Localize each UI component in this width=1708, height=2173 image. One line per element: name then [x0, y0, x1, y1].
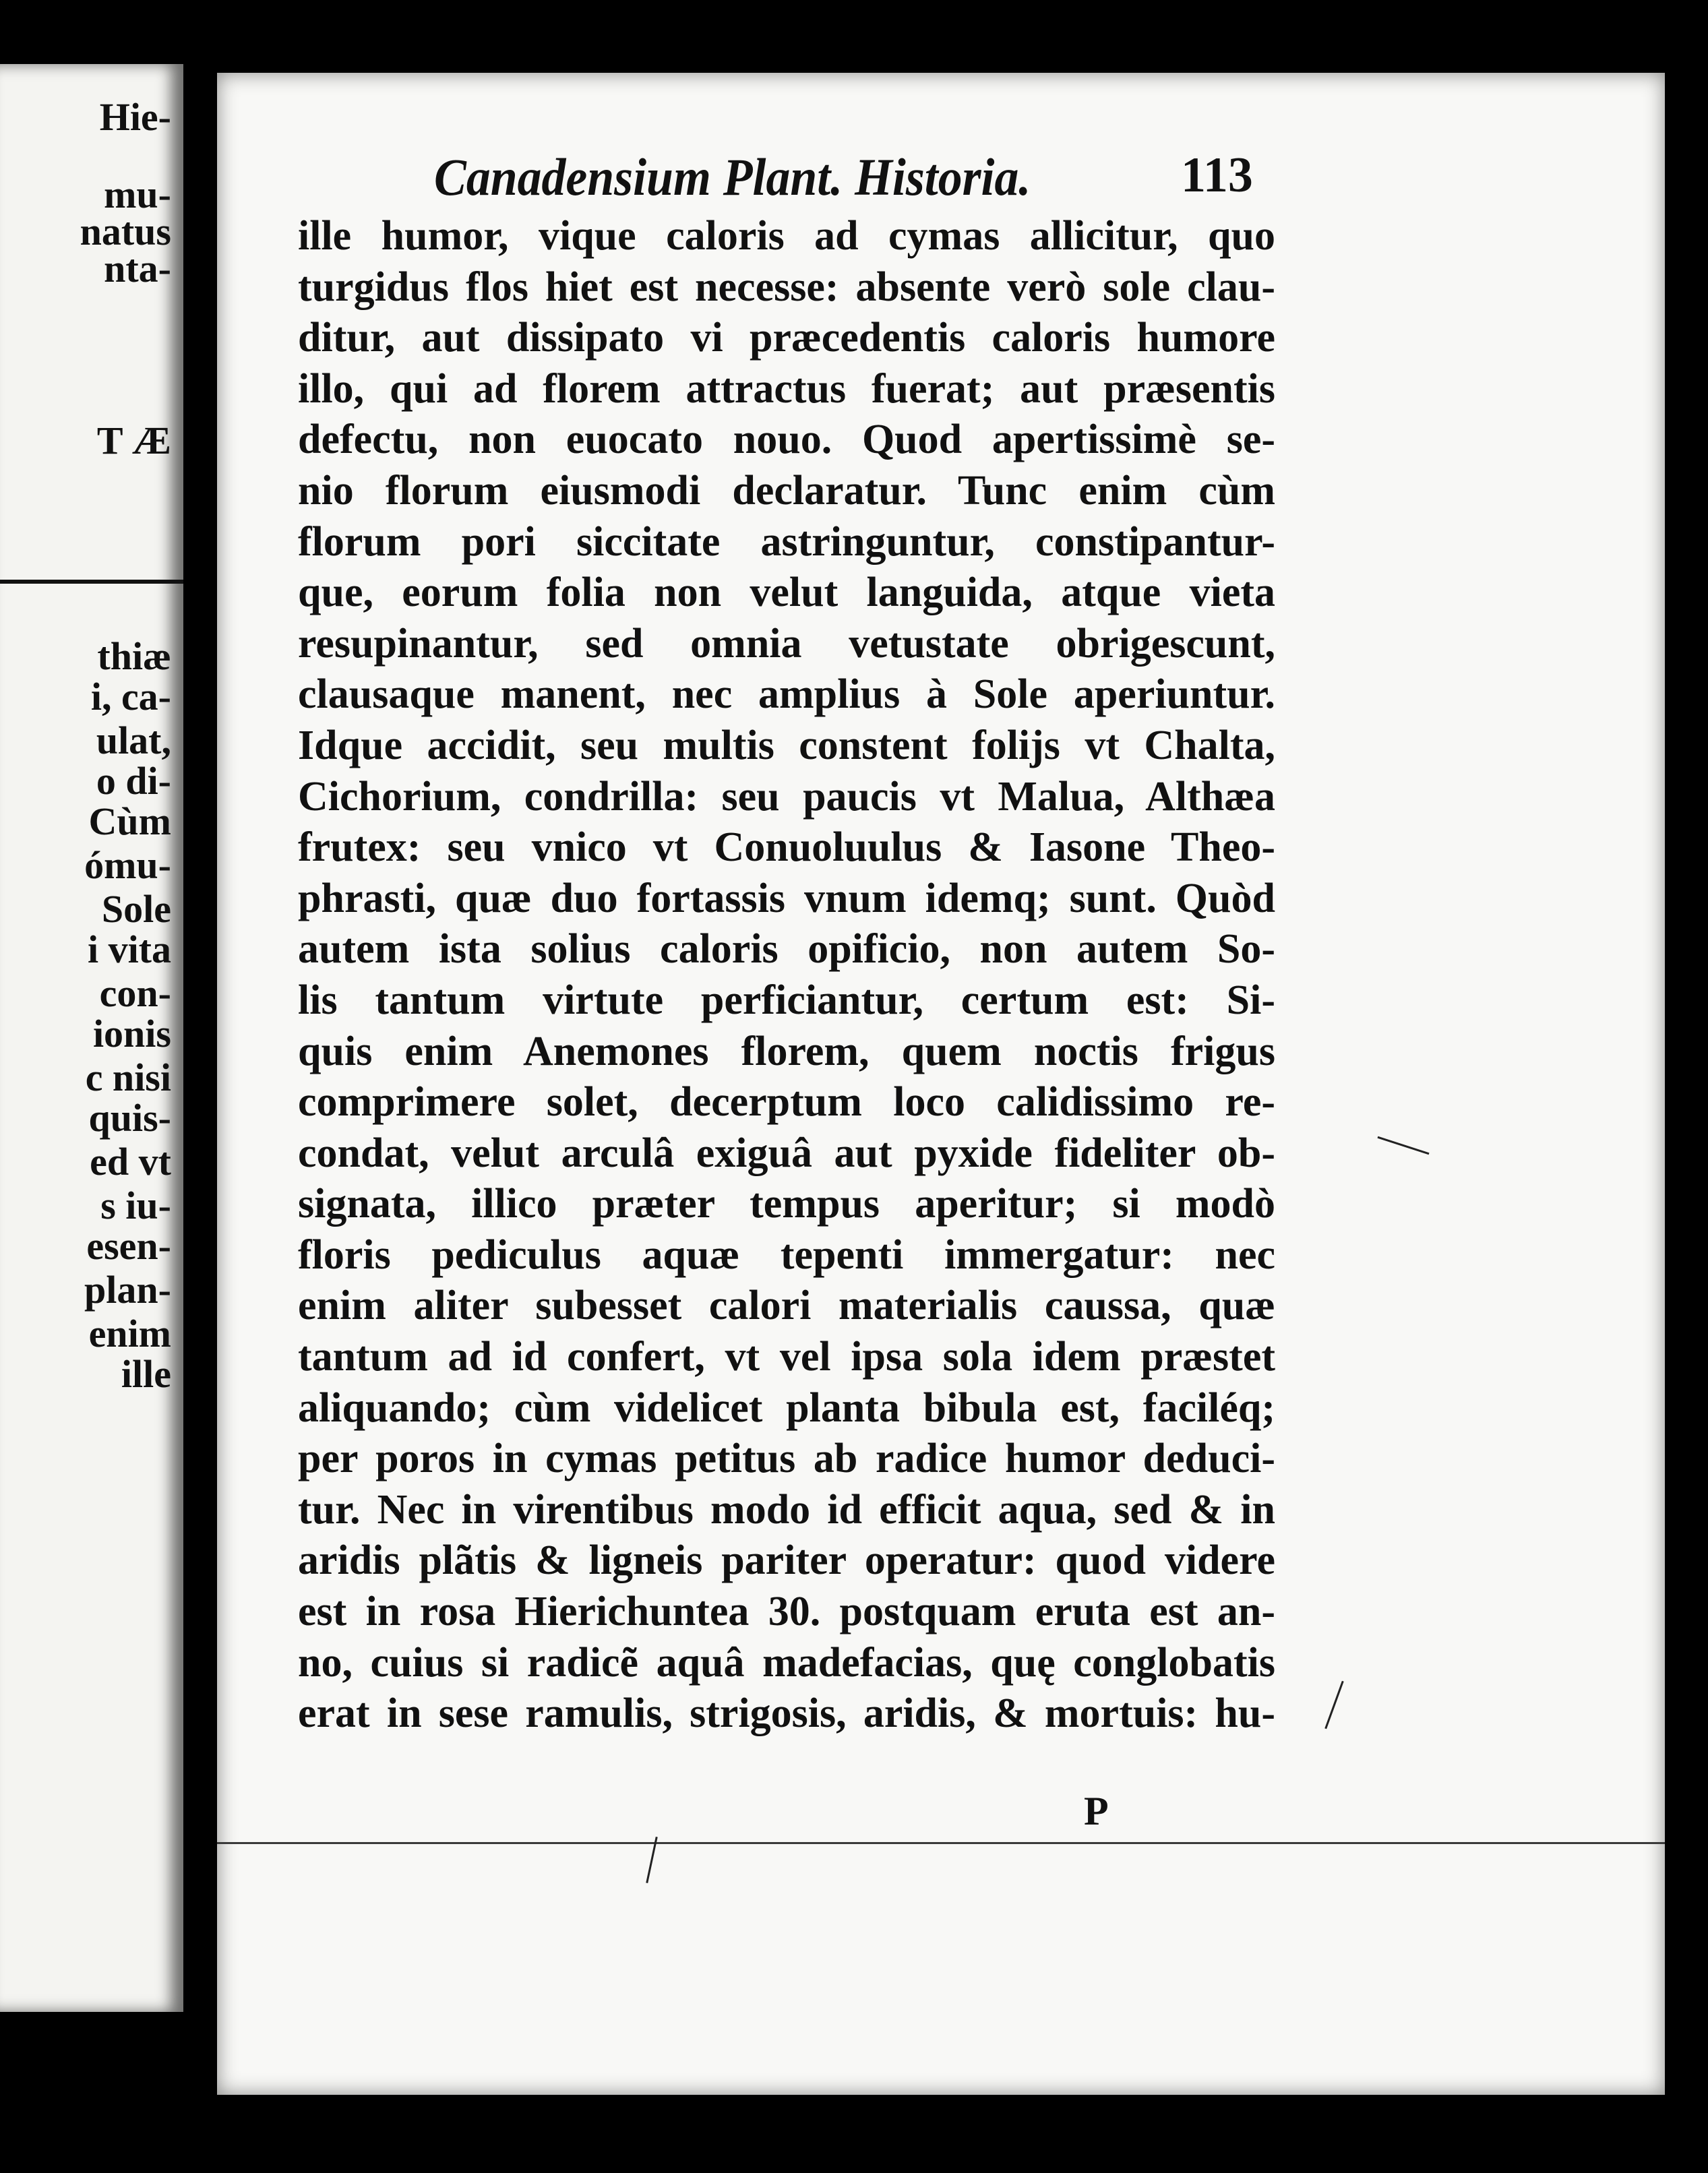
text-line: tantum ad id confert, vt vel ipsa sola idem præstet — [298, 1334, 1275, 1380]
left-page-line: natus — [80, 210, 171, 253]
left-page-line: c nisi — [85, 1055, 171, 1099]
text-line: aliquando; cùm videlicet planta bibula est, faciléq; — [298, 1384, 1275, 1431]
left-page-line: con- — [99, 971, 171, 1015]
text-line: clausaque manent, nec amplius à Sole aperiuntur. — [298, 671, 1275, 718]
text-line: nio florum eiusmodi declaratur. Tunc enim cùm — [298, 467, 1275, 514]
text-line: Idque accidit, seu multis constent folijs vt Chalta, — [298, 722, 1275, 768]
left-page-line: s iu- — [100, 1184, 171, 1227]
left-page-line: ionis — [92, 1012, 171, 1055]
scan-right-edge — [1665, 54, 1708, 2116]
left-page-line: plan- — [84, 1268, 171, 1312]
left-page-line: T Æ — [96, 419, 171, 462]
text-line: condat, velut arculâ exiguâ aut pyxide fideliter ob- — [298, 1130, 1275, 1176]
text-line: phrasti, quæ duo fortassis vnum idemq; sunt. Quòd — [298, 875, 1275, 921]
text-line: Cichorium, condrilla: seu paucis vt Malua, Althæa — [298, 773, 1275, 820]
left-page-line: Sole — [101, 887, 171, 931]
text-line: per poros in cymas petitus ab radice humor deduci- — [298, 1436, 1275, 1482]
text-line: defectu, non euocato nouo. Quod apertissimè se- — [298, 417, 1275, 463]
text-line: erat in sese ramulis, strigosis, aridis, & mortuis: hu- — [298, 1690, 1275, 1737]
left-page-line: i, ca- — [90, 675, 171, 718]
text-line: turgidus flos hiet est necesse: absente verò sole clau- — [298, 264, 1275, 310]
left-page-line: quis- — [88, 1096, 171, 1140]
left-page-line: esen- — [86, 1224, 171, 1268]
text-line: illo, qui ad florem attractus fuerat; aut præsentis — [298, 365, 1275, 412]
page-bottom-rule — [217, 1842, 1665, 1844]
left-page-line: ulat, — [96, 718, 171, 762]
left-page-line: mu- — [104, 173, 171, 216]
text-line: lis tantum virtute perficiantur, certum est: Si- — [298, 977, 1275, 1023]
left-page-line: ed vt — [90, 1140, 171, 1184]
page-number: 113 — [1181, 148, 1253, 203]
left-page-rule — [0, 580, 183, 584]
left-page-line: ómu- — [84, 843, 171, 887]
text-line: enim aliter subesset calori materialis caussa, quæ — [298, 1283, 1275, 1329]
text-line: florum pori siccitate astringuntur, constipantur- — [298, 518, 1275, 565]
scan-scratch — [1324, 1681, 1343, 1730]
left-page-line: i vita — [87, 927, 171, 971]
text-line: autem ista solius caloris opificio, non autem So- — [298, 926, 1275, 973]
text-line: quis enim Anemones florem, quem noctis frigus — [298, 1028, 1275, 1074]
text-line: frutex: seu vnico vt Conuoluulus & Iasone Theo- — [298, 824, 1275, 871]
left-page-line: Cùm — [88, 799, 171, 843]
signature-mark: P — [1084, 1789, 1109, 1833]
running-title: Canadensium Plant. Historia. — [434, 148, 1031, 206]
left-facing-page — [0, 64, 183, 2012]
left-page-line: nta- — [104, 247, 171, 290]
left-page-line: enim — [88, 1312, 171, 1355]
text-line: comprimere solet, decerptum loco calidissimo re- — [298, 1079, 1275, 1126]
text-line: ille humor, vique caloris ad cymas allicitur, quo — [298, 213, 1275, 259]
left-page-line: o di- — [96, 759, 171, 803]
left-page-line: ille — [121, 1352, 171, 1396]
text-line: resupinantur, sed omnia vetustate obrigescunt, — [298, 620, 1275, 667]
book-gutter — [183, 40, 217, 2083]
page-header — [217, 147, 1665, 208]
text-line: est in rosa Hierichuntea 30. postquam eruta est an- — [298, 1589, 1275, 1635]
left-page-line: thiæ — [97, 634, 171, 678]
text-line: aridis plãtis & ligneis pariter operatur: quod videre — [298, 1537, 1275, 1584]
book-page — [217, 73, 1665, 2095]
body-text — [298, 211, 1275, 1740]
text-line: ditur, aut dissipato vi præcedentis caloris humore — [298, 315, 1275, 361]
text-line: signata, illico præter tempus aperitur; si modò — [298, 1181, 1275, 1227]
text-line: no, cuius si radicẽ aquâ madefacias, quę conglobatis — [298, 1639, 1275, 1686]
text-line: que, eorum folia non velut languida, atque vieta — [298, 570, 1275, 616]
text-line: floris pediculus aquæ tepenti immergatur: nec — [298, 1231, 1275, 1278]
left-page-line: Hie- — [99, 95, 171, 139]
text-line: tur. Nec in virentibus modo id efficit aqua, sed & in — [298, 1486, 1275, 1533]
scan-scratch — [1377, 1136, 1429, 1155]
